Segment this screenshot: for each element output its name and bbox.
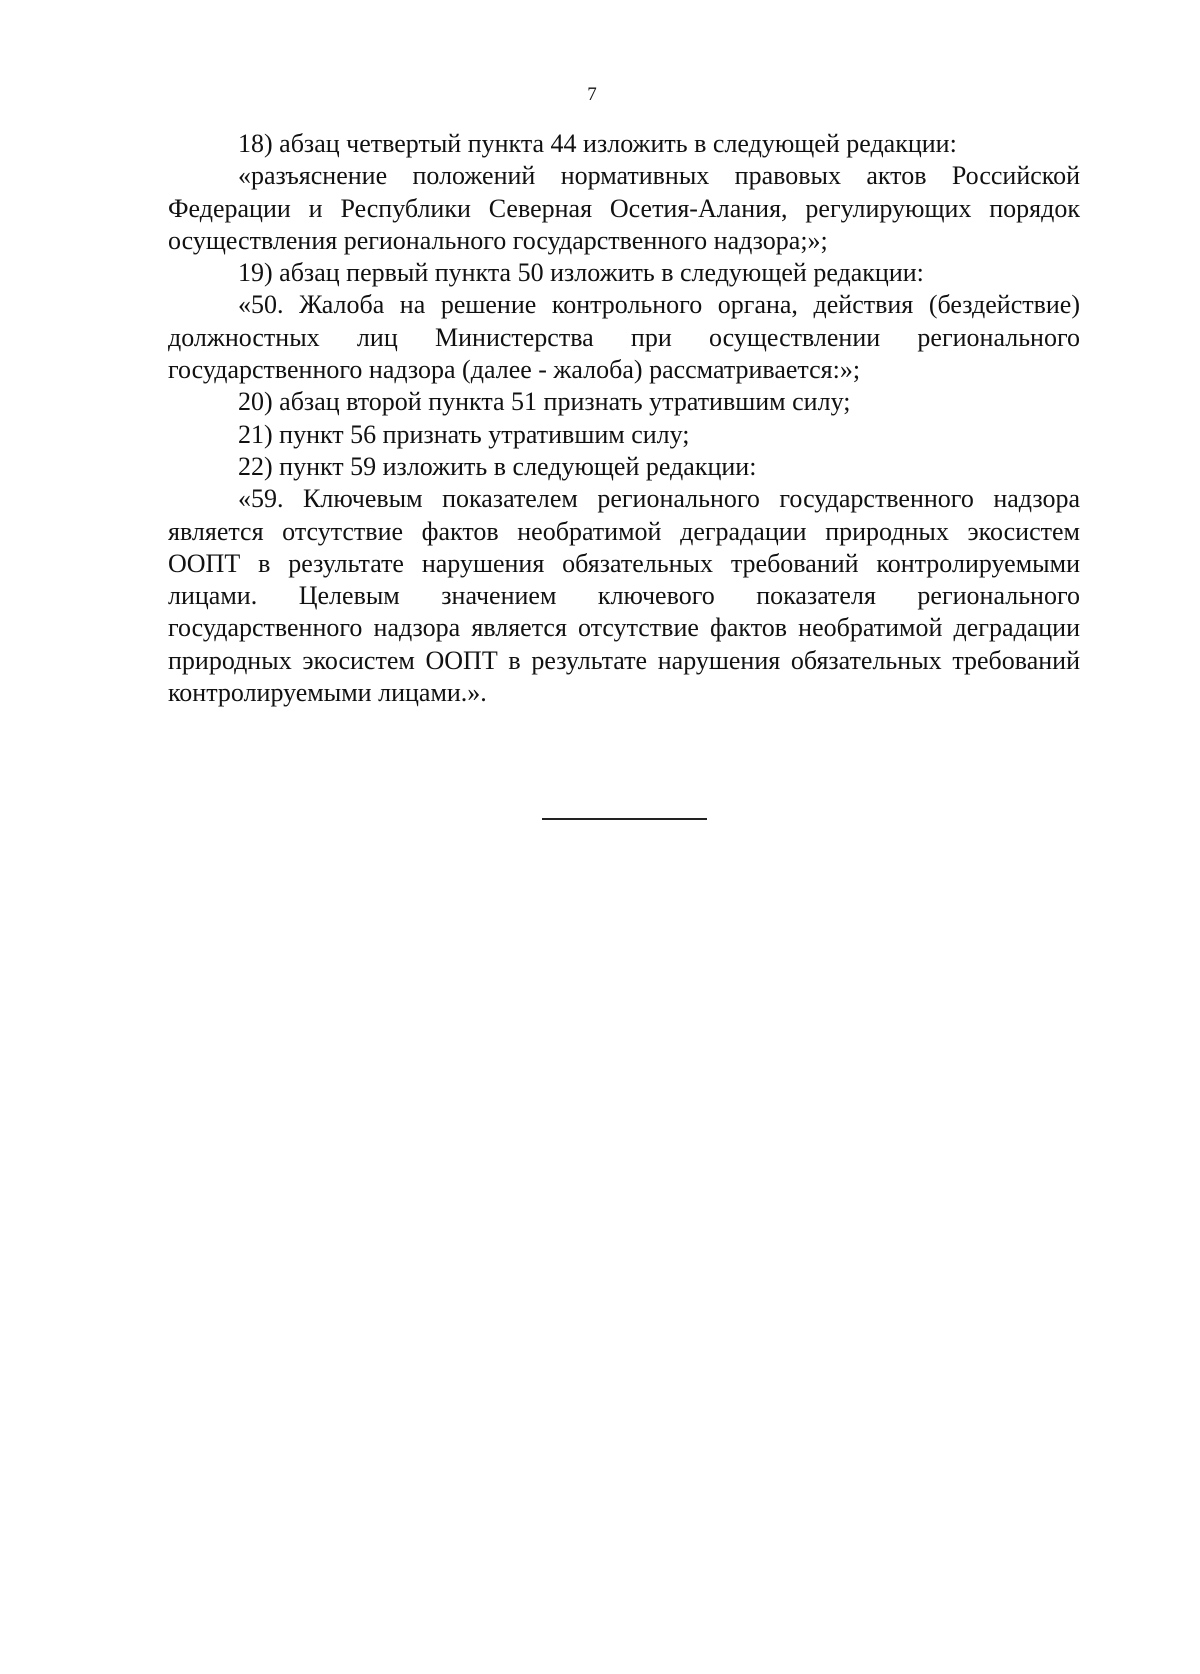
end-divider [542, 818, 707, 820]
paragraph-item-21: 21) пункт 56 признать утратившим силу; [238, 419, 690, 449]
paragraph-item-19: 19) абзац первый пункта 50 изложить в следующей редакции: [238, 258, 924, 288]
page-number: 7 [587, 84, 597, 105]
paragraph-item-20: 20) абзац второй пункта 51 признать утратившим силу; [238, 387, 851, 417]
document-body [168, 128, 1080, 709]
paragraph-item-22: 22) пункт 59 изложить в следующей редакции: [238, 451, 757, 481]
paragraph-item-18-text: «разъяснение положений нормативных правовых актов Российской Федерации и Республики Северная Осетия-Алания, регулирующих порядок осуществления регионального государственного надзора;»; [168, 161, 1080, 255]
paragraph-item-19-text: «50. Жалоба на решение контрольного органа, действия (бездействие) должностных лиц Министерства при осуществлении регионального государственного надзора (далее - жалоба) рассматривается:»; [168, 290, 1080, 385]
paragraph-item-22-text: «59. Ключевым показателем регионального государственного надзора является отсутствие фактов необратимой деградации природных экосистем ООПТ в результате нарушения обязательных требований контролируемыми лицами. Целевым значением ключевого показателя регионального государственного надзора является отсутствие фактов необратимой деградации природных экосистем ООПТ в результате нарушения обязательных требований контролируемыми лицами.». [168, 484, 1080, 708]
paragraph-item-18: 18) абзац четвертый пункта 44 изложить в следующей редакции: [238, 129, 957, 158]
